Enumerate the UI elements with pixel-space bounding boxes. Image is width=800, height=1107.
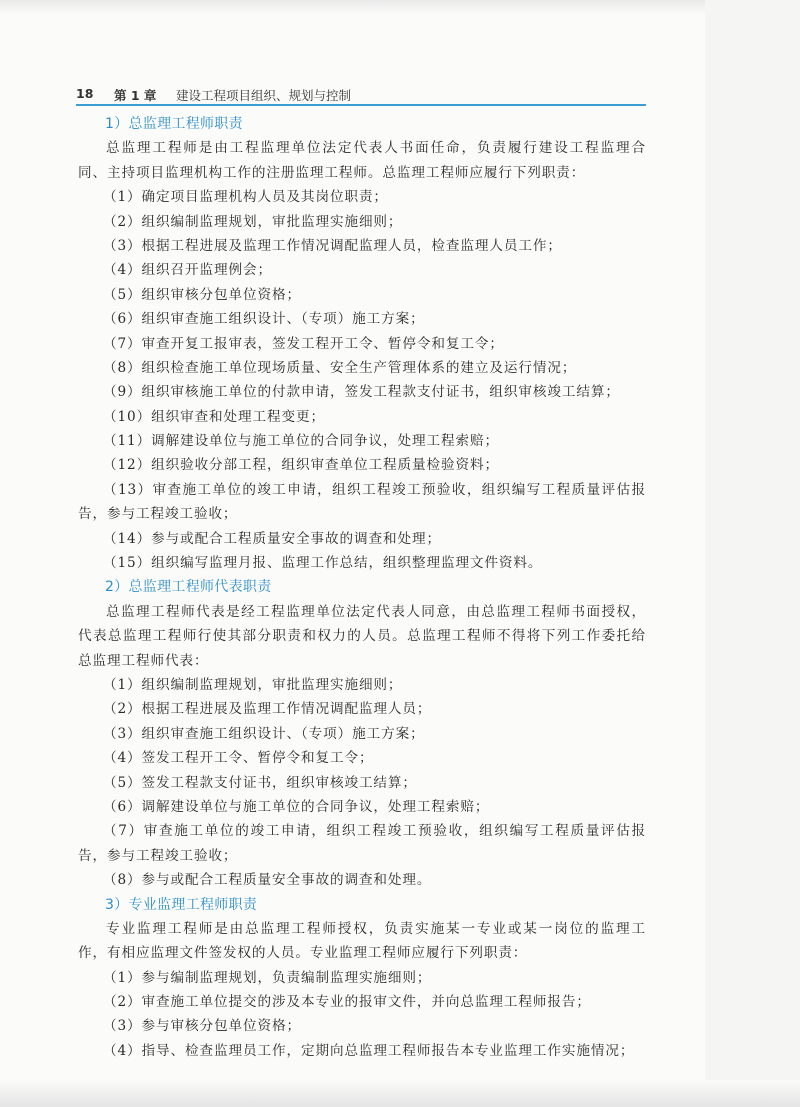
section-heading: 2）总监理工程师代表职责 (105, 579, 272, 596)
section-intro-line: 专业监理工程师是由总监理工程师授权，负责实施某一专业或某一岗位的监理工 (106, 920, 646, 937)
page-number: 18 (76, 86, 94, 101)
list-item: （2）组织编制监理规划，审批监理实施细则； (103, 213, 403, 230)
list-item: （3）根据工程进展及监理工作情况调配监理人员，检查监理人员工作； (103, 237, 562, 254)
list-item: （10）组织审查和处理工程变更； (103, 408, 326, 425)
body-text (78, 112, 646, 1063)
list-item: （3）参与审核分包单位资格； (103, 1018, 301, 1035)
list-item: （7）审查开复工报审表，签发工程开工令、暂停令和复工令； (103, 335, 504, 352)
section-heading: 1）总监理工程师职责 (105, 116, 243, 132)
list-item: （4）指导、检查监理员工作，定期向总监理工程师报告本专业监理工作实施情况； (103, 1042, 635, 1059)
chapter-label: 第 1 章 (114, 88, 157, 103)
chapter-title: 建设工程项目组织、规划与控制 (176, 88, 352, 103)
list-item: （2）审查施工单位提交的涉及本专业的报审文件，并向总监理工程师报告； (103, 994, 591, 1011)
list-item: （5）组织审核分包单位资格； (103, 286, 301, 303)
list-item: （4）签发工程开工令、暂停令和复工令； (103, 750, 374, 767)
list-item: （12）组织验收分部工程，组织审查单位工程质量检验资料； (103, 457, 499, 474)
section-heading: 3）专业监理工程师职责 (105, 896, 258, 913)
section-intro-line: 总监理工程师代表： (78, 652, 209, 669)
header-rule (76, 104, 646, 106)
scan-edge-top (0, 0, 800, 14)
list-item: （1）组织编制监理规划，审批监理实施细则； (103, 676, 403, 693)
list-item: （13）审查施工单位的竣工申请，组织工程竣工预验收，组织编写工程质量评估报 (103, 481, 646, 498)
list-item: （15）组织编写监理月报、监理工作总结，组织整理监理文件资料。 (103, 555, 543, 572)
section-intro-line: 代表总监理工程师行使其部分职责和权力的人员。总监理工程师不得将下列工作委托给 (78, 628, 646, 645)
section-intro-line: 总监理工程师是由工程监理单位法定代表人书面任命，负责履行建设工程监理合 (106, 140, 646, 157)
scan-edge-right (705, 0, 800, 1107)
list-item: （7）审查施工单位的竣工申请，组织工程竣工预验收，组织编写工程质量评估报 (103, 823, 646, 840)
list-item: （1）参与编制监理规划，负责编制监理实施细则； (103, 969, 432, 986)
running-header (76, 84, 646, 106)
list-item: （5）签发工程款支付证书，组织审核竣工结算； (103, 774, 417, 791)
list-item: （1）确定项目监理机构人员及其岗位职责； (103, 189, 388, 206)
list-item-continuation: 告，参与工程竣工验收； (78, 506, 238, 523)
list-item: （14）参与或配合工程质量安全事故的调查和处理； (103, 530, 441, 547)
section-intro-line: 总监理工程师代表是经工程监理单位法定代表人同意，由总监理工程师书面授权， (106, 603, 646, 620)
list-item: （3）组织审查施工组织设计、（专项）施工方案； (103, 725, 425, 742)
section-intro-line: 同、主持项目监理机构工作的注册监理工程师。总监理工程师应履行下列职责： (78, 164, 586, 181)
list-item: （2）根据工程进展及监理工作情况调配监理人员； (103, 701, 432, 718)
list-item: （4）组织召开监理例会； (103, 262, 272, 279)
list-item: （8）参与或配合工程质量安全事故的调查和处理。 (103, 872, 432, 889)
list-item: （8）组织检查施工单位现场质量、安全生产管理体系的建立及运行情况； (103, 359, 577, 376)
list-item-continuation: 告，参与工程竣工验收； (78, 847, 238, 864)
list-item: （11）调解建设单位与施工单位的合同争议，处理工程索赔； (103, 433, 499, 450)
scan-edge-bottom (0, 1080, 800, 1107)
section-intro-line: 作，有相应监理文件签发权的人员。专业监理工程师应履行下列职责： (78, 945, 528, 962)
list-item: （6）调解建设单位与施工单位的合同争议，处理工程索赔； (103, 798, 490, 815)
list-item: （6）组织审查施工组织设计、（专项）施工方案； (103, 311, 425, 328)
list-item: （9）组织审核施工单位的付款申请，签发工程款支付证书，组织审核竣工结算； (103, 384, 620, 401)
